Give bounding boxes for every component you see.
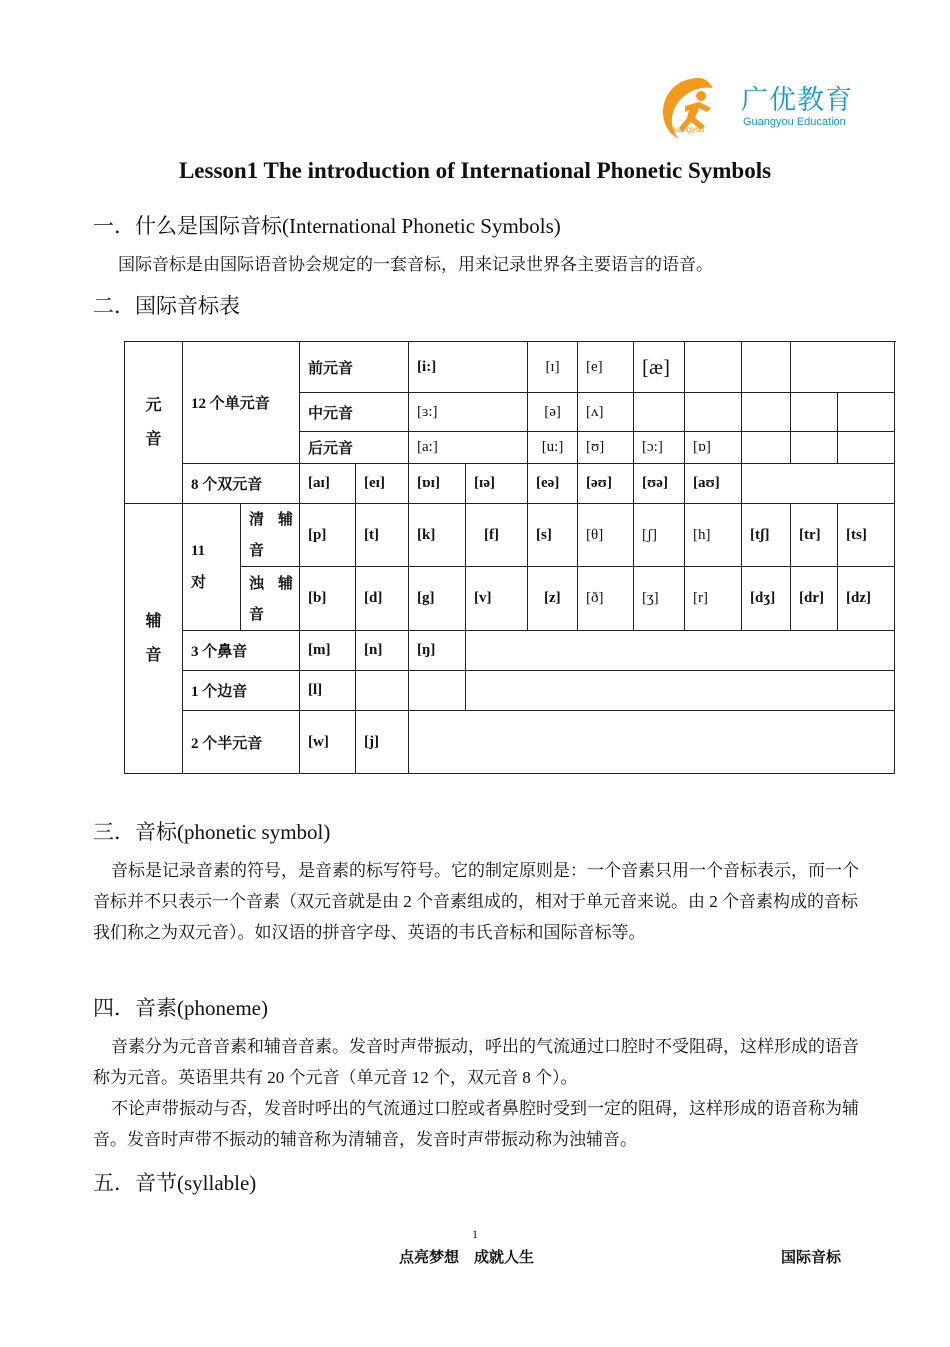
empty-cell [838,432,895,464]
pairs-label: 11 对 [183,504,241,631]
phoneme-cell: [ɔ:] [634,432,685,464]
phoneme-cell: [θ] [578,504,634,567]
brand-logo [655,72,865,144]
section-4-paragraph-2: 不论声带振动与否，发音时呼出的气流通过口腔或者鼻腔时受到一定的阻碍，这样形成的语音称为辅音。发音时声带不振动的辅音称为清辅音，发音时声带振动称为浊辅音。 [93,1099,859,1149]
empty-cell [791,432,838,464]
section-4-heading: 四．音素(phoneme) [93,996,268,1020]
phoneme-cell: [ɪə] [466,464,528,504]
phoneme-cell: [z] [528,567,578,631]
empty-cell [466,671,895,711]
empty-cell [742,464,895,504]
empty-cell [409,711,895,774]
phoneme-cell: [r] [685,567,742,631]
phoneme-cell: [ŋ] [409,631,466,671]
diphthong-label: 8 个双元音 [183,464,300,504]
empty-cell [742,393,791,432]
section-5-heading: 五．音节(syllable) [93,1171,257,1195]
phoneme-cell: [ʊə] [634,464,685,504]
phoneme-cell: [w] [300,711,356,774]
phoneme-cell: [j] [356,711,409,774]
phoneme-cell: [s] [528,504,578,567]
section-2-heading: 二．国际音标表 [93,294,240,318]
phoneme-cell: [eɪ] [356,464,409,504]
phoneme-cell: [tʃ] [742,504,791,567]
phoneme-cell: [m] [300,631,356,671]
phoneme-cell: [d] [356,567,409,631]
phoneme-cell: [k] [409,504,466,567]
phoneme-cell: [eə] [528,464,578,504]
footer-title: 国际音标 [781,1248,842,1266]
phoneme-cell: [tr] [791,504,838,567]
lateral-label: 1 个边音 [183,671,300,711]
phoneme-cell: [a:] [409,432,528,464]
empty-cell [838,393,895,432]
phoneme-cell: [ʃ] [634,504,685,567]
phoneme-cell: [əʊ] [578,464,634,504]
empty-cell [742,432,791,464]
phoneme-cell: [dʒ] [742,567,791,631]
phoneme-cell: [t] [356,504,409,567]
phoneme-cell: [ʒ] [634,567,685,631]
ipa-table [124,341,895,774]
phoneme-cell: [i:] [409,342,528,393]
phoneme-cell: [g] [409,567,466,631]
section-1-text: 国际音标是由国际语音协会规定的一套音标，用来记录世界各主要语言的语音。 [118,255,713,274]
phoneme-cell: [p] [300,504,356,567]
page-title: Lesson1 The introduction of International Phonetic Symbols [178,158,772,183]
phoneme-cell: [ʌ] [578,393,634,432]
phoneme-cell: [æ] [634,342,685,393]
phoneme-cell: [ʊ] [578,432,634,464]
phoneme-cell: [aɪ] [300,464,356,504]
voiceless-label: 清 辅 音 [241,504,300,567]
phoneme-cell: [b] [300,567,356,631]
logo-brand-cn: 广优教育 [741,85,853,116]
footer-slogan: 点亮梦想 成就人生 [399,1248,535,1266]
section-1-heading: 一．什么是国际音标(International Phonetic Symbols) [93,214,561,238]
voiced-label: 浊 辅 音 [241,567,300,631]
phoneme-cell: [ð] [578,567,634,631]
empty-cell [409,671,466,711]
phoneme-cell: [dz] [838,567,895,631]
empty-cell [685,342,742,393]
phoneme-cell: [l] [300,671,356,711]
phoneme-cell: [e] [578,342,634,393]
phoneme-cell: [dr] [791,567,838,631]
runner-logo-icon [655,72,745,144]
page-number: 1 [472,1227,478,1241]
section-3-heading: 三．音标(phonetic symbol) [93,820,331,844]
empty-cell [685,393,742,432]
section-4-paragraph-1: 音素分为元音音素和辅音音素。发音时声带振动，呼出的气流通过口腔时不受阻碍，这样形成的语音称为元音。英语里共有 20 个元音（单元音 12 个，双元音 8 个）。 [93,1037,859,1087]
phoneme-cell: [ts] [838,504,895,567]
phoneme-cell: [ə] [528,393,578,432]
phoneme-cell: [h] [685,504,742,567]
empty-cell [356,671,409,711]
nasal-label: 3 个鼻音 [183,631,300,671]
back-vowel-label: 后元音 [300,432,409,464]
phoneme-cell: [n] [356,631,409,671]
empty-cell [634,393,685,432]
phoneme-cell: [ɒ] [685,432,742,464]
section-3-text: 音标是记录音素的符号，是音素的标写符号。它的制定原则是：一个音素只用一个音标表示，而一个音标并不只表示一个音素（双元音就是由 2 个音素组成的，相对于单元音来说。由 2 个音素构成的音标我们称之为双元音）。如汉语的拼音字母、英语的韦氏音标和国际音标等。 [93,861,859,942]
semivowel-label: 2 个半元音 [183,711,300,774]
empty-cell [791,342,895,393]
phoneme-cell: [ɪ] [528,342,578,393]
central-vowel-label: 中元音 [300,393,409,432]
empty-cell [791,393,838,432]
monophthong-label: 12 个单元音 [183,342,300,464]
consonant-group-label: 辅 音 [125,504,183,774]
empty-cell [742,342,791,393]
phoneme-cell: [f] [466,504,528,567]
logo-arc-text: guangyou [669,125,705,134]
front-vowel-label: 前元音 [300,342,409,393]
vowel-group-label: 元 音 [125,342,183,504]
phoneme-cell: [ɜ:] [409,393,528,432]
phoneme-cell: [aʊ] [685,464,742,504]
phoneme-cell: [ɒɪ] [409,464,466,504]
empty-cell [466,631,895,671]
logo-brand-en: Guangyou Education [743,116,846,128]
phoneme-cell: [u:] [528,432,578,464]
phoneme-cell: [v] [466,567,528,631]
